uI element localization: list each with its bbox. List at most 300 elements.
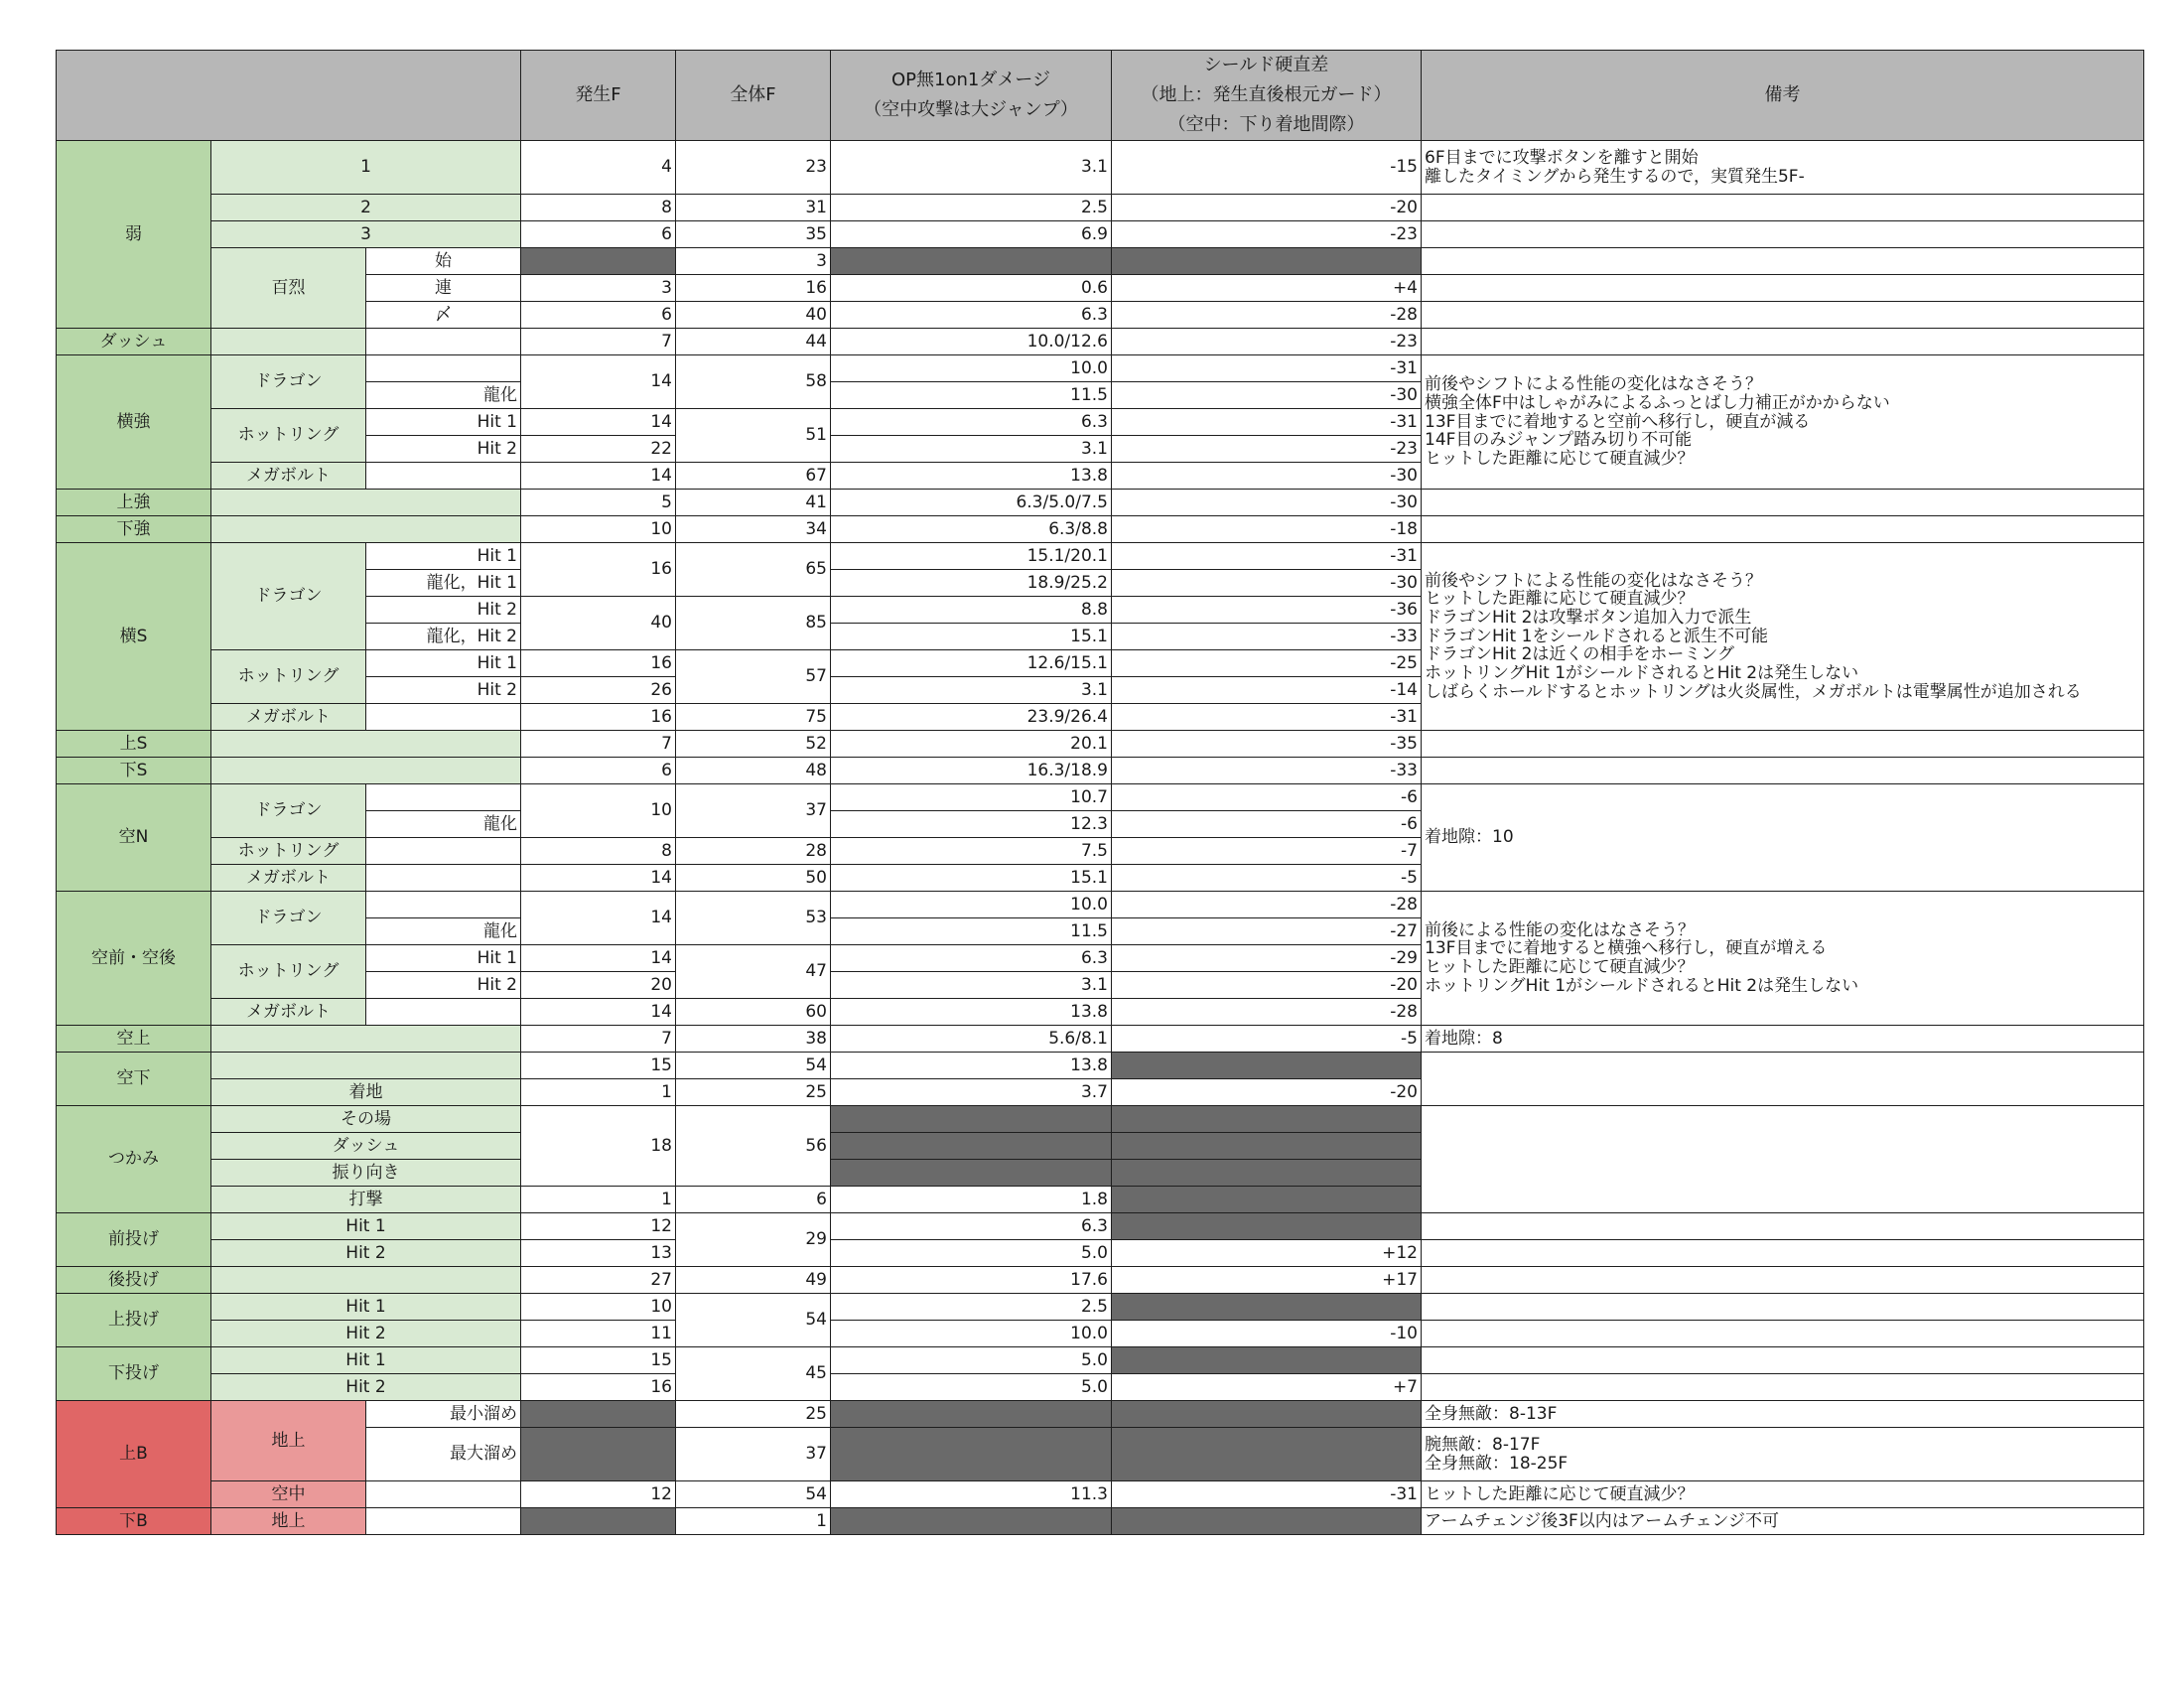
- shield-cell: -35: [1112, 731, 1422, 758]
- shield-cell: -33: [1112, 624, 1422, 650]
- variant-label: Hit 1: [366, 409, 521, 436]
- empty-cell: [831, 1508, 1112, 1535]
- move-bthrow: 後投げ: [57, 1267, 211, 1294]
- startup-cell: 16: [521, 1374, 676, 1401]
- variant-blank: [366, 784, 521, 811]
- shield-cell: -20: [1112, 195, 1422, 221]
- move-ftilt: 横強: [57, 355, 211, 490]
- total-cell: 49: [676, 1267, 831, 1294]
- notes-cell: [1422, 892, 2144, 1026]
- note-line: ヒットした距離に応じて硬直減少？: [1425, 589, 1695, 610]
- table-row: [57, 1321, 2144, 1347]
- sub-hotring: ホットリング: [211, 838, 366, 865]
- sub-grab-dash: ダッシュ: [211, 1133, 521, 1160]
- table-row: [57, 1294, 2144, 1321]
- sub-dragon: ドラゴン: [211, 355, 366, 409]
- notes-cell: [1422, 1213, 2144, 1240]
- startup-cell: 14: [521, 865, 676, 892]
- sub-grab-pivot: 振り向き: [211, 1160, 521, 1187]
- header-row: [57, 51, 2144, 141]
- damage-cell: 5.0: [831, 1374, 1112, 1401]
- header-shield-line2: （地上：発生直後根元ガード）: [1141, 84, 1392, 105]
- sub-rapid: 百烈: [211, 248, 366, 329]
- note-line: 13F目までに着地すると空前へ移行し，硬直が減る: [1425, 411, 1811, 432]
- empty-cell: [1112, 248, 1422, 275]
- move-usmash: 上S: [57, 731, 211, 758]
- empty-cell: [831, 1160, 1112, 1187]
- startup-cell: 12: [521, 1481, 676, 1508]
- move-uthrow: 上投げ: [57, 1294, 211, 1347]
- header-damage-line1: OP無1on1ダメージ: [891, 70, 1050, 90]
- total-cell: 85: [676, 597, 831, 650]
- move-jab: 弱: [57, 141, 211, 329]
- damage-cell: 5.0: [831, 1240, 1112, 1267]
- variant-label: 龍化: [366, 918, 521, 945]
- header-damage-line2: （空中攻撃は大ジャンプ）: [864, 99, 1078, 120]
- move-upb: 上B: [57, 1401, 211, 1508]
- shield-cell: -7: [1112, 838, 1422, 865]
- damage-cell: 17.6: [831, 1267, 1112, 1294]
- notes-cell: [1422, 141, 2144, 195]
- variant-label: Hit 1: [366, 543, 521, 570]
- shield-cell: -20: [1112, 972, 1422, 999]
- move-uair: 空上: [57, 1026, 211, 1053]
- startup-cell: 27: [521, 1267, 676, 1294]
- sub-hotring: ホットリング: [211, 409, 366, 463]
- startup-cell: 14: [521, 945, 676, 972]
- table-row: [57, 731, 2144, 758]
- table-row: [57, 1053, 2144, 1079]
- startup-cell: 12: [521, 1213, 676, 1240]
- damage-cell: 10.0: [831, 892, 1112, 918]
- total-cell: 37: [676, 784, 831, 838]
- sub-blank: [211, 329, 366, 355]
- header-shield-line3: （空中：下り着地間際）: [1167, 114, 1365, 135]
- damage-cell: 13.8: [831, 1053, 1112, 1079]
- startup-cell: 1: [521, 1187, 676, 1213]
- move-utilt: 上強: [57, 490, 211, 516]
- total-cell: 60: [676, 999, 831, 1026]
- notes-cell: アームチェンジ後3F以内はアームチェンジ不可: [1422, 1508, 2144, 1535]
- startup-cell: 7: [521, 329, 676, 355]
- empty-cell: [831, 1106, 1112, 1133]
- empty-cell: [1112, 1187, 1422, 1213]
- damage-cell: 10.0/12.6: [831, 329, 1112, 355]
- table-row: [57, 1267, 2144, 1294]
- table-row: [57, 892, 2144, 918]
- table-row: [57, 758, 2144, 784]
- table-row: [57, 355, 2144, 382]
- note-line: 14F目のみジャンプ踏み切り不可能: [1425, 430, 1693, 451]
- note-line: 前後やシフトによる性能の変化はなさそう？: [1425, 374, 1762, 395]
- startup-cell: 15: [521, 1347, 676, 1374]
- variant-blank: [366, 704, 521, 731]
- total-cell: 65: [676, 543, 831, 597]
- move-downb: 下B: [57, 1508, 211, 1535]
- variant-label: Hit 1: [366, 650, 521, 677]
- damage-cell: 2.5: [831, 195, 1112, 221]
- damage-cell: 0.6: [831, 275, 1112, 302]
- sub-megabolt: メガボルト: [211, 463, 366, 490]
- shield-cell: -29: [1112, 945, 1422, 972]
- variant-blank: [366, 1481, 521, 1508]
- note-line: 6F目までに攻撃ボタンを離すと開始: [1425, 147, 1699, 168]
- startup-cell: 10: [521, 1294, 676, 1321]
- move-dthrow: 下投げ: [57, 1347, 211, 1401]
- total-cell: 54: [676, 1053, 831, 1079]
- sub-blank: [211, 1053, 521, 1079]
- sub-label: 2: [211, 195, 521, 221]
- damage-cell: 20.1: [831, 731, 1112, 758]
- shield-cell: +17: [1112, 1267, 1422, 1294]
- variant-label: 最小溜め: [366, 1401, 521, 1428]
- note-line: 離したタイミングから発生するので，実質発生5F-: [1425, 166, 1805, 187]
- note-line: ヒットした距離に応じて硬直減少？: [1425, 957, 1695, 977]
- notes-cell: [1422, 1106, 2144, 1213]
- sub-label: Hit 1: [211, 1213, 521, 1240]
- move-fsmash: 横S: [57, 543, 211, 731]
- damage-cell: 3.1: [831, 677, 1112, 704]
- empty-cell: [521, 1401, 676, 1428]
- variant-label: 最大溜め: [366, 1428, 521, 1481]
- table-row: [57, 1508, 2144, 1535]
- notes-cell: [1422, 302, 2144, 329]
- sub-air: 空中: [211, 1481, 366, 1508]
- sub-dragon: ドラゴン: [211, 543, 366, 650]
- empty-cell: [831, 1428, 1112, 1481]
- damage-cell: 11.5: [831, 382, 1112, 409]
- damage-cell: 2.5: [831, 1294, 1112, 1321]
- startup-cell: 10: [521, 784, 676, 838]
- sub-hotring: ホットリング: [211, 650, 366, 704]
- shield-cell: -30: [1112, 490, 1422, 516]
- startup-cell: 3: [521, 275, 676, 302]
- shield-cell: -27: [1112, 918, 1422, 945]
- startup-cell: 6: [521, 302, 676, 329]
- notes-cell: [1422, 516, 2144, 543]
- startup-cell: 20: [521, 972, 676, 999]
- damage-cell: 3.1: [831, 972, 1112, 999]
- notes-cell: [1422, 1347, 2144, 1374]
- total-cell: 31: [676, 195, 831, 221]
- variant-blank: [366, 355, 521, 382]
- shield-cell: -18: [1112, 516, 1422, 543]
- shield-cell: -28: [1112, 999, 1422, 1026]
- startup-cell: 14: [521, 409, 676, 436]
- total-cell: 48: [676, 758, 831, 784]
- damage-cell: 13.8: [831, 999, 1112, 1026]
- table-row: [57, 543, 2144, 570]
- notes-cell: [1422, 1321, 2144, 1347]
- sub-megabolt: メガボルト: [211, 865, 366, 892]
- total-cell: 23: [676, 141, 831, 195]
- table-row: [57, 275, 2144, 302]
- total-cell: 44: [676, 329, 831, 355]
- variant-blank: [366, 999, 521, 1026]
- note-line: 13F目までに着地すると横強へ移行し，硬直が増える: [1425, 938, 1828, 959]
- note-line: 横強全体F中はしゃがみによるふっとばし力補正がかからない: [1425, 392, 1890, 413]
- table-row: [57, 1481, 2144, 1508]
- shield-cell: -31: [1112, 543, 1422, 570]
- sub-blank: [211, 490, 521, 516]
- sub-hotring: ホットリング: [211, 945, 366, 999]
- sub-dragon: ドラゴン: [211, 784, 366, 838]
- damage-cell: 12.3: [831, 811, 1112, 838]
- note-line: ホットリングHit 1がシールドされるとHit 2は発生しない: [1425, 975, 1859, 996]
- sub-label: 1: [211, 141, 521, 195]
- header-damage: [831, 51, 1112, 141]
- damage-cell: 10.0: [831, 355, 1112, 382]
- startup-cell: 10: [521, 516, 676, 543]
- table-row: [57, 1106, 2144, 1133]
- empty-cell: [831, 248, 1112, 275]
- shield-cell: +12: [1112, 1240, 1422, 1267]
- shield-cell: -31: [1112, 704, 1422, 731]
- sub-blank: [211, 1267, 521, 1294]
- sub-ground: 地上: [211, 1508, 366, 1535]
- notes-cell: [1422, 731, 2144, 758]
- damage-cell: 13.8: [831, 463, 1112, 490]
- damage-cell: 6.3: [831, 945, 1112, 972]
- total-cell: 25: [676, 1401, 831, 1428]
- notes-cell: [1422, 758, 2144, 784]
- empty-cell: [1112, 1508, 1422, 1535]
- notes-cell: [1422, 1294, 2144, 1321]
- startup-cell: 6: [521, 221, 676, 248]
- variant-blank: [366, 1508, 521, 1535]
- variant-label: 龍化，Hit 2: [366, 624, 521, 650]
- table-row: [57, 302, 2144, 329]
- sub-ground: 地上: [211, 1401, 366, 1481]
- notes-cell: 着地隙：8: [1422, 1026, 2144, 1053]
- sub-blank: [211, 731, 521, 758]
- variant-label: 〆: [366, 302, 521, 329]
- table-row: [57, 195, 2144, 221]
- shield-cell: -23: [1112, 329, 1422, 355]
- total-cell: 67: [676, 463, 831, 490]
- total-cell: 40: [676, 302, 831, 329]
- notes-cell: ヒットした距離に応じて硬直減少？: [1422, 1481, 2144, 1508]
- damage-cell: 10.7: [831, 784, 1112, 811]
- total-cell: 3: [676, 248, 831, 275]
- damage-cell: 6.3/5.0/7.5: [831, 490, 1112, 516]
- damage-cell: 3.7: [831, 1079, 1112, 1106]
- notes-cell: [1422, 1240, 2144, 1267]
- note-line: ホットリングHit 1がシールドされるとHit 2は発生しない: [1425, 663, 1859, 684]
- move-dair: 空下: [57, 1053, 211, 1106]
- startup-cell: 14: [521, 892, 676, 945]
- note-line: 前後やシフトによる性能の変化はなさそう？: [1425, 570, 1762, 591]
- shield-cell: -31: [1112, 409, 1422, 436]
- sub-label: Hit 1: [211, 1294, 521, 1321]
- empty-cell: [1112, 1133, 1422, 1160]
- variant-label: Hit 1: [366, 945, 521, 972]
- total-cell: 50: [676, 865, 831, 892]
- variant-label: 龍化，Hit 1: [366, 570, 521, 597]
- sub-label: 3: [211, 221, 521, 248]
- total-cell: 6: [676, 1187, 831, 1213]
- startup-cell: 16: [521, 650, 676, 677]
- table-row: [57, 1428, 2144, 1481]
- total-cell: 47: [676, 945, 831, 999]
- shield-cell: -31: [1112, 1481, 1422, 1508]
- startup-cell: 5: [521, 490, 676, 516]
- variant-blank: [366, 892, 521, 918]
- frame-data-table: [56, 50, 2144, 1535]
- shield-cell: -25: [1112, 650, 1422, 677]
- shield-cell: -36: [1112, 597, 1422, 624]
- sub-pummel: 打撃: [211, 1187, 521, 1213]
- damage-cell: 3.1: [831, 141, 1112, 195]
- shield-cell: -30: [1112, 463, 1422, 490]
- empty-cell: [1112, 1401, 1422, 1428]
- notes-cell: [1422, 1053, 2144, 1106]
- empty-cell: [521, 1508, 676, 1535]
- notes-cell: 着地隙：10: [1422, 784, 2144, 892]
- damage-cell: 11.5: [831, 918, 1112, 945]
- note-line: 前後による性能の変化はなさそう？: [1425, 919, 1695, 940]
- table-row: [57, 490, 2144, 516]
- shield-cell: -28: [1112, 892, 1422, 918]
- sub-blank: [211, 758, 521, 784]
- total-cell: 28: [676, 838, 831, 865]
- startup-cell: 16: [521, 543, 676, 597]
- sub-landing: 着地: [211, 1079, 521, 1106]
- damage-cell: 5.6/8.1: [831, 1026, 1112, 1053]
- shield-cell: -23: [1112, 221, 1422, 248]
- empty-cell: [831, 1133, 1112, 1160]
- total-cell: 57: [676, 650, 831, 704]
- damage-cell: 11.3: [831, 1481, 1112, 1508]
- empty-cell: [1112, 1053, 1422, 1079]
- shield-cell: -20: [1112, 1079, 1422, 1106]
- table-row: [57, 1240, 2144, 1267]
- variant-label: Hit 2: [366, 972, 521, 999]
- sub-megabolt: メガボルト: [211, 704, 366, 731]
- table-row: [57, 329, 2144, 355]
- note-line: ドラゴンHit 2は攻撃ボタン追加入力で派生: [1425, 607, 1752, 628]
- header-total: 全体F: [676, 51, 831, 141]
- shield-cell: +7: [1112, 1374, 1422, 1401]
- note-line: ドラゴンHit 1をシールドされると派生不可能: [1425, 626, 1769, 646]
- startup-cell: 4: [521, 141, 676, 195]
- table-row: [57, 141, 2144, 195]
- damage-cell: 12.6/15.1: [831, 650, 1112, 677]
- damage-cell: 23.9/26.4: [831, 704, 1112, 731]
- startup-cell: 16: [521, 704, 676, 731]
- move-grab: つかみ: [57, 1106, 211, 1213]
- sub-dragon: ドラゴン: [211, 892, 366, 945]
- total-cell: 56: [676, 1106, 831, 1187]
- header-startup: 発生F: [521, 51, 676, 141]
- damage-cell: 6.3: [831, 302, 1112, 329]
- table-row: [57, 1347, 2144, 1374]
- sub-label: Hit 2: [211, 1321, 521, 1347]
- startup-cell: 7: [521, 1026, 676, 1053]
- total-cell: 52: [676, 731, 831, 758]
- damage-cell: 3.1: [831, 436, 1112, 463]
- shield-cell: -23: [1112, 436, 1422, 463]
- shield-cell: -15: [1112, 141, 1422, 195]
- notes-cell: [1422, 195, 2144, 221]
- sub-label: Hit 2: [211, 1374, 521, 1401]
- shield-cell: -31: [1112, 355, 1422, 382]
- table-row: [57, 1401, 2144, 1428]
- startup-cell: 14: [521, 355, 676, 409]
- empty-cell: [1112, 1294, 1422, 1321]
- sub-megabolt: メガボルト: [211, 999, 366, 1026]
- startup-cell: 7: [521, 731, 676, 758]
- variant-blank: [366, 463, 521, 490]
- note-line: ドラゴンHit 2は近くの相手をホーミング: [1425, 644, 1735, 665]
- startup-cell: 1: [521, 1079, 676, 1106]
- damage-cell: 16.3/18.9: [831, 758, 1112, 784]
- notes-cell: [1422, 248, 2144, 275]
- shield-cell: -30: [1112, 570, 1422, 597]
- header-blank: [57, 51, 521, 141]
- sub-blank: [211, 516, 521, 543]
- notes-cell: [1422, 1428, 2144, 1481]
- damage-cell: 15.1/20.1: [831, 543, 1112, 570]
- empty-cell: [521, 248, 676, 275]
- damage-cell: 18.9/25.2: [831, 570, 1112, 597]
- table-row: [57, 516, 2144, 543]
- damage-cell: 15.1: [831, 624, 1112, 650]
- move-nair: 空N: [57, 784, 211, 892]
- total-cell: 34: [676, 516, 831, 543]
- table-row: [57, 784, 2144, 811]
- shield-cell: -5: [1112, 1026, 1422, 1053]
- damage-cell: 1.8: [831, 1187, 1112, 1213]
- note-line: しばらくホールドするとホットリングは火炎属性，メガボルトは電撃属性が追加される: [1425, 681, 2082, 702]
- empty-cell: [1112, 1213, 1422, 1240]
- damage-cell: 10.0: [831, 1321, 1112, 1347]
- notes-cell: [1422, 221, 2144, 248]
- shield-cell: -5: [1112, 865, 1422, 892]
- notes-cell: [1422, 1374, 2144, 1401]
- total-cell: 54: [676, 1481, 831, 1508]
- table-row: [57, 1026, 2144, 1053]
- move-dtilt: 下強: [57, 516, 211, 543]
- sub-label: Hit 1: [211, 1347, 521, 1374]
- notes-cell: 全身無敵：8-13F: [1422, 1401, 2144, 1428]
- notes-cell: [1422, 543, 2144, 731]
- shield-cell: -28: [1112, 302, 1422, 329]
- move-dash: ダッシュ: [57, 329, 211, 355]
- empty-cell: [1112, 1428, 1422, 1481]
- total-cell: 53: [676, 892, 831, 945]
- damage-cell: 6.3/8.8: [831, 516, 1112, 543]
- empty-cell: [1112, 1347, 1422, 1374]
- startup-cell: 11: [521, 1321, 676, 1347]
- startup-cell: 8: [521, 195, 676, 221]
- startup-cell: 14: [521, 999, 676, 1026]
- table-row: [57, 1374, 2144, 1401]
- sub-grab-standing: その場: [211, 1106, 521, 1133]
- sub-label: Hit 2: [211, 1240, 521, 1267]
- total-cell: 38: [676, 1026, 831, 1053]
- shield-cell: -10: [1112, 1321, 1422, 1347]
- variant-label: 連: [366, 275, 521, 302]
- note-line: 全身無敵：18-25F: [1425, 1453, 1569, 1474]
- variant-label: 龍化: [366, 382, 521, 409]
- total-cell: 25: [676, 1079, 831, 1106]
- sub-blank: [211, 1026, 521, 1053]
- variant-label: 龍化: [366, 811, 521, 838]
- note-line: ヒットした距離に応じて硬直減少？: [1425, 449, 1695, 470]
- empty-cell: [831, 1401, 1112, 1428]
- startup-cell: 15: [521, 1053, 676, 1079]
